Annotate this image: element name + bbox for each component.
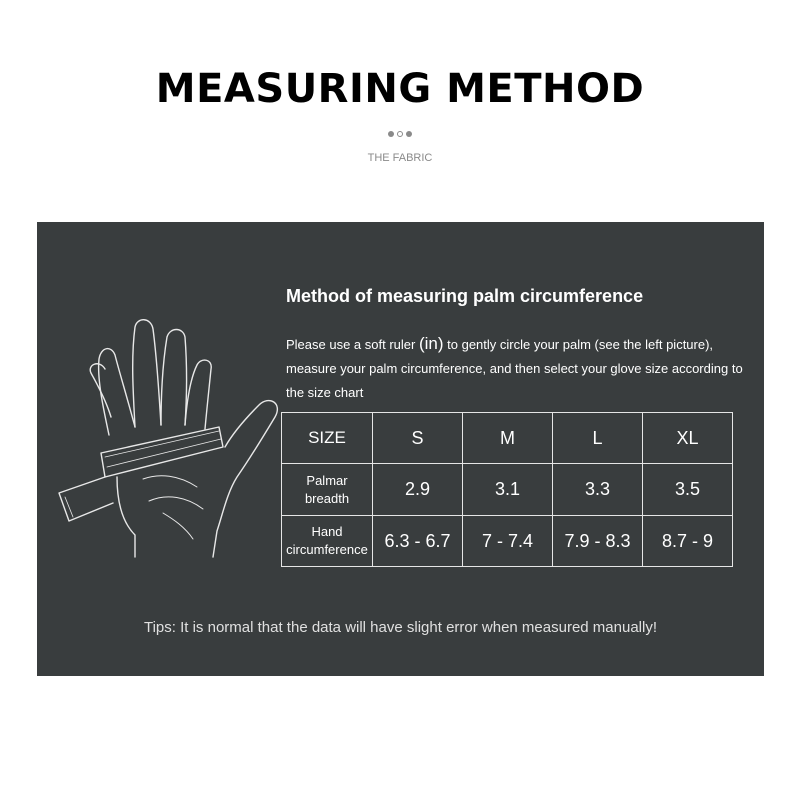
table-cell: 3.5 bbox=[643, 464, 733, 516]
instructions-pre: Please use a soft ruler bbox=[286, 337, 419, 352]
dot-hollow bbox=[397, 131, 403, 137]
measure-panel bbox=[37, 222, 764, 676]
page-subtitle: THE FABRIC bbox=[367, 152, 433, 164]
table-cell: 7.9 - 8.3 bbox=[553, 516, 643, 567]
table-cell: 3.1 bbox=[463, 464, 553, 516]
size-chart-table bbox=[281, 412, 733, 567]
table-header-row bbox=[282, 413, 733, 464]
instructions-post: to gently circle your palm (see the left picture), measure your palm circumference, and then select your glove size according to the size chart bbox=[286, 337, 743, 400]
tips-text: Tips: It is normal that the data will have slight error when measured manually! bbox=[143, 619, 657, 636]
header-cell-xl: XL bbox=[643, 413, 733, 464]
unit-label: (in) bbox=[418, 334, 444, 353]
row-label bbox=[282, 464, 373, 516]
dot-filled bbox=[388, 131, 394, 137]
page-title: MEASURING METHOD bbox=[155, 66, 645, 112]
dot-filled bbox=[406, 131, 412, 137]
header-cell-size: SIZE bbox=[282, 413, 373, 464]
instructions-text bbox=[286, 332, 756, 405]
section-heading: Method of measuring palm circumference bbox=[286, 286, 644, 306]
row-label-line1: Palmar bbox=[306, 472, 348, 488]
header-cell-l: L bbox=[553, 413, 643, 464]
hand-measuring-tape-icon bbox=[47, 307, 287, 567]
header-cell-m: M bbox=[463, 413, 553, 464]
table-row-palmar-breadth bbox=[282, 464, 733, 516]
table-cell: 2.9 bbox=[373, 464, 463, 516]
row-label-line1: Hand bbox=[311, 524, 343, 539]
table-cell: 8.7 - 9 bbox=[643, 516, 733, 567]
header-cell-s: S bbox=[373, 413, 463, 464]
table-cell: 3.3 bbox=[553, 464, 643, 516]
row-label-line2: breadth bbox=[304, 490, 350, 506]
row-label-line2: circumference bbox=[286, 542, 368, 557]
row-label bbox=[282, 516, 373, 567]
table-row-hand-circumference bbox=[282, 516, 733, 567]
table-cell: 6.3 - 6.7 bbox=[373, 516, 463, 567]
dot-indicator bbox=[0, 131, 800, 137]
table-cell: 7 - 7.4 bbox=[463, 516, 553, 567]
